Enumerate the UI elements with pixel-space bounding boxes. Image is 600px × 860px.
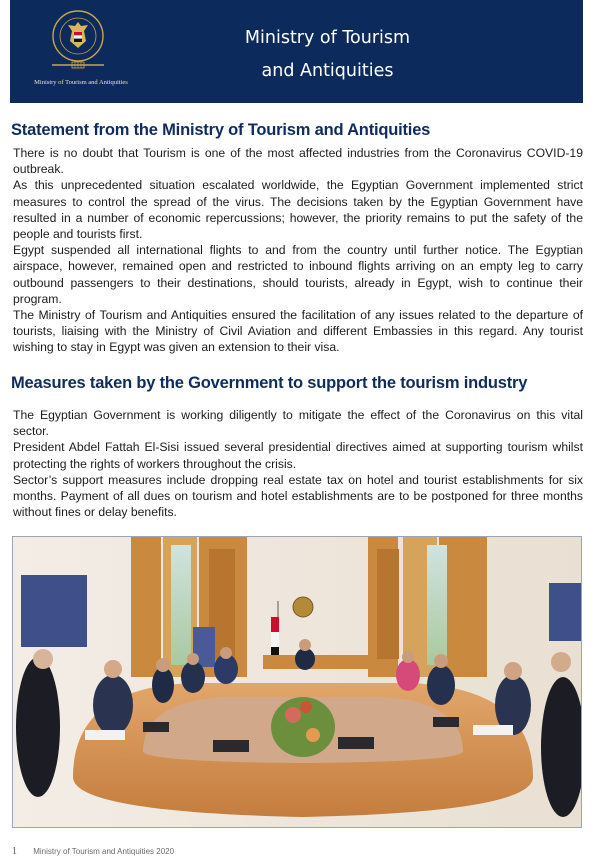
page-footer bbox=[12, 846, 174, 857]
conference-table bbox=[73, 683, 533, 817]
page-number: 1 bbox=[12, 846, 17, 857]
right-screen bbox=[549, 583, 581, 641]
measures-body bbox=[13, 407, 583, 520]
banner-title bbox=[220, 22, 435, 88]
banner-title-line-2: and Antiquities bbox=[261, 61, 394, 81]
meeting-illustration bbox=[13, 537, 581, 827]
section-heading-statement: Statement from the Ministry of Tourism and Antiquities bbox=[11, 121, 431, 139]
footer-text: Ministry of Tourism and Antiquities 2020 bbox=[33, 847, 175, 856]
paragraph: President Abdel Fattah El-Sisi issued several presidential directives aimed at supporting tourism whilst protecting the rights of workers throughout the crisis. bbox=[13, 440, 583, 471]
paragraph: The Ministry of Tourism and Antiquities ensured the facilitation of any issues related to the departure of tourists, liaising with the Ministry of Civil Aviation and different Embassies in this regard. Any tourist wishing to stay in Egypt was given an extension to their visa. bbox=[13, 308, 583, 355]
paragraph: As this unprecedented situation escalated worldwide, the Egyptian Government implemented strict measures to control the spread of the virus. The decisions taken by the Egyptian Government have resulted in a number of economic repercussions; however, the priority remains to put the safety of the people and tourists first. bbox=[13, 178, 583, 242]
header-banner bbox=[10, 0, 583, 103]
eagle-seal-icon bbox=[50, 8, 106, 78]
banner-title-line-1: Ministry of Tourism bbox=[244, 28, 411, 48]
meeting-room-photo bbox=[12, 536, 582, 828]
ministry-logo bbox=[50, 8, 106, 78]
section-heading-measures: Measures taken by the Government to support the tourism industry bbox=[11, 374, 528, 392]
logo-caption: Ministry of Tourism and Antiquities bbox=[34, 79, 128, 86]
paragraph: Sector’s support measures include dropping real estate tax on hotel and tourist establishments for six months. Payment of all dues on tourism and hotel establishments are to be postponed for three months without fines or delay benefits. bbox=[13, 472, 583, 520]
paragraph: Egypt suspended all international flights to and from the country until further notice. The Egyptian airspace, however, remained open and restricted to inbound flights arriving on an empty leg to carry outbound passengers to their destinations, should tourists, already in Egypt, wish to continue their program. bbox=[13, 243, 583, 306]
paragraph: There is no doubt that Tourism is one of the most affected industries from the Coronavirus COVID-19 outbreak. bbox=[13, 146, 583, 177]
left-screen bbox=[21, 575, 87, 647]
paragraph: The Egyptian Government is working diligently to mitigate the effect of the Coronavirus on this vital sector. bbox=[13, 408, 583, 439]
statement-body bbox=[13, 145, 583, 356]
wall-emblem bbox=[293, 597, 313, 617]
